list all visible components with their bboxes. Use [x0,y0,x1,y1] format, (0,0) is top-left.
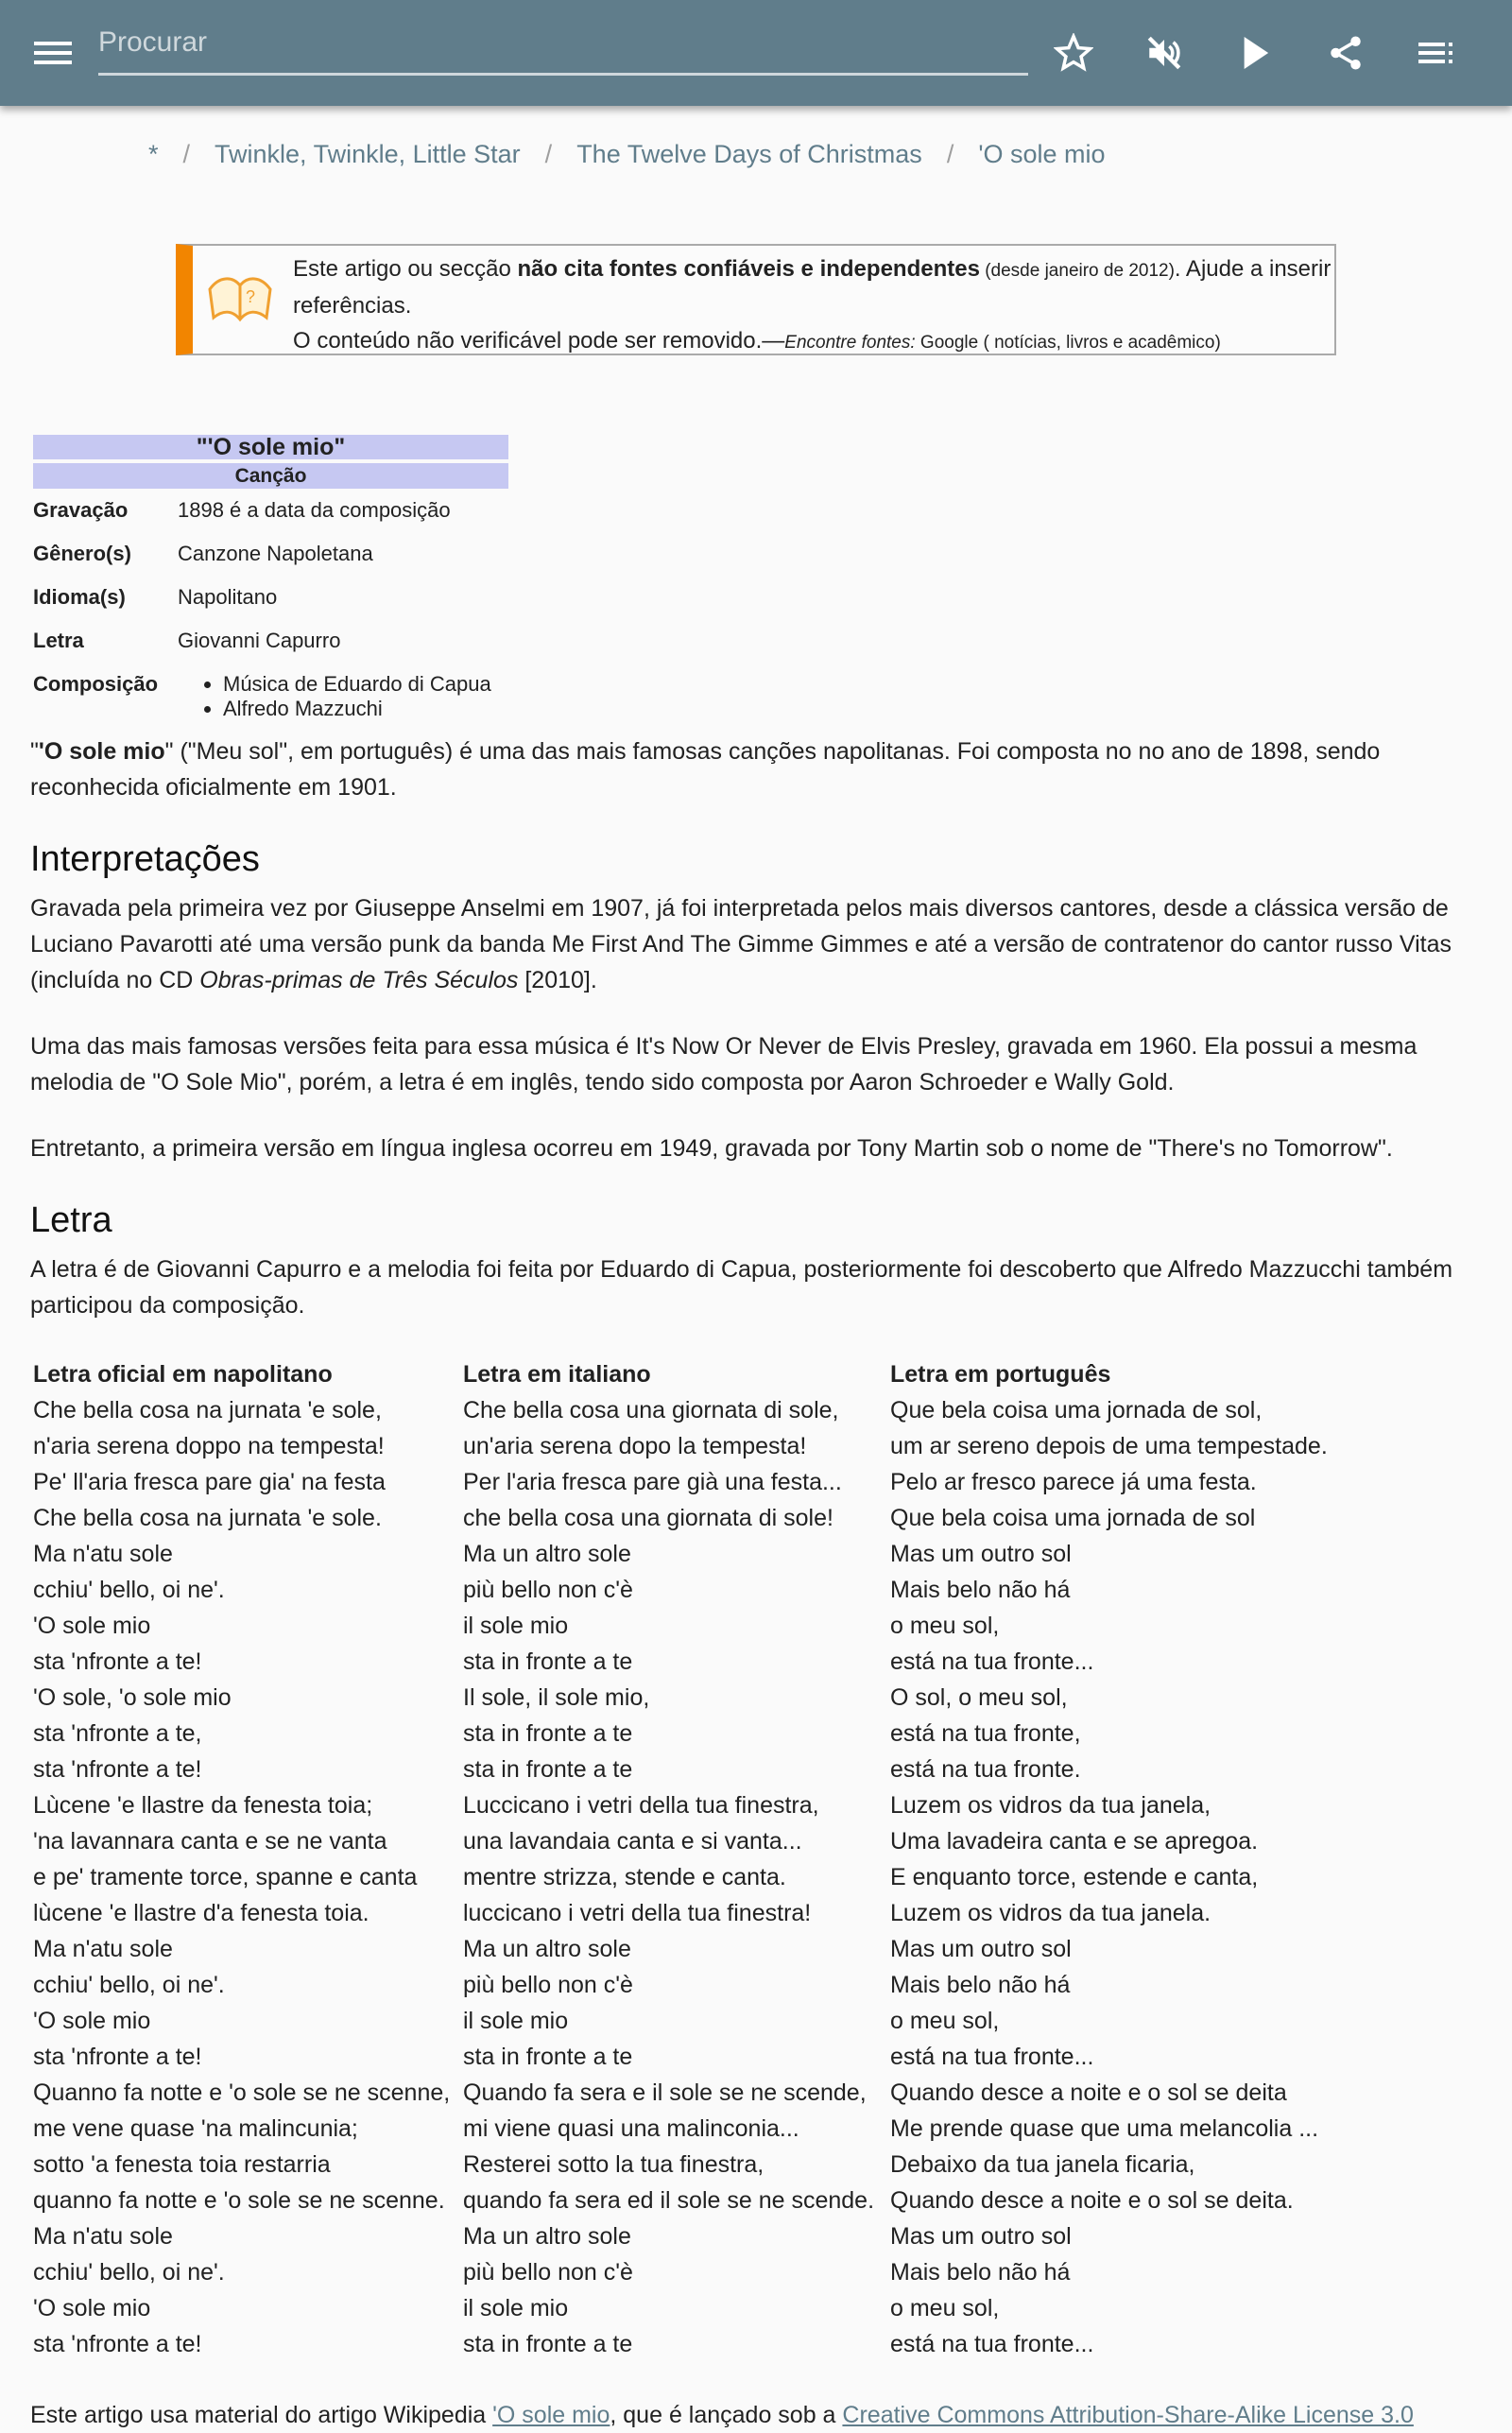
lyrics-column-napolitano [33,1356,450,2362]
separator: / [182,140,191,168]
lyric-line: Pe' ll'aria fresca pare gia' na festa [33,1469,386,1495]
lyric-line: E enquanto torce, estende e canta, [890,1864,1259,1890]
lyric-line: più bello non c'è [463,2259,633,2286]
lyric-line: sotto 'a fenesta toia restarria [33,2151,331,2178]
lyric-line: una lavandaia canta e si vanta... [463,1828,802,1855]
lyric-line: cchiu' bello, oi ne'. [33,1972,225,1998]
paragraph: Entretanto, a primeira versão em língua inglesa ocorreu em 1949, gravada por Tony Martin sob o nome de "There's no Tomorrow". [30,1135,1393,1162]
lyric-line: Debaixo da tua janela ficaria, [890,2151,1195,2178]
lyric-line: Que bela coisa uma jornada de sol [890,1505,1256,1531]
citation-notice [176,244,1336,355]
lyric-line: o meu sol, [890,1613,1000,1639]
composer-item: • Alfredo Mazzuchi [223,697,491,721]
infobox-row [33,489,508,532]
separator: / [946,140,954,168]
breadcrumb-item[interactable]: The Twelve Days of Christmas [576,140,922,168]
article-link[interactable]: 'O sole mio [492,2402,610,2428]
lyrics-column-portugues [890,1356,1328,2362]
notice-text: Este artigo ou secção [293,256,518,282]
lyric-line: che bella cosa una giornata di sole! [463,1505,833,1531]
row-label: Gênero(s) [33,542,131,565]
intro-paragraph: "'O sole mio" ("Meu sol", em português) é uma das mais famosas canções napolitanas. Foi composta no no ano de 1898, sendo reconhecida oficialmente em 1901. [30,738,1381,801]
lyrics-column-header: Letra em português [890,1361,1111,1388]
lyric-line: Quando desce a noite e o sol se deita. [890,2187,1294,2214]
paragraph: Uma das mais famosas versões feita para essa música é It's Now Or Never de Elvis Presley, gravada em 1960. Ela possui a mesma melodia de "O Sole Mio", porém, a letra é em inglês, tendo sido composta por Aaron Schroeder e Wally Gold. [30,1033,1418,1096]
lyric-line: O sol, o meu sol, [890,1684,1068,1711]
row-label: Idioma(s) [33,585,126,609]
row-value: 1898 é a data da composição [178,498,451,522]
lyric-line: está na tua fronte... [890,2044,1094,2070]
lyrics-column-italiano [463,1356,874,2362]
menu-icon[interactable] [32,36,74,70]
play-icon[interactable] [1232,32,1278,74]
lyric-line: Pelo ar fresco parece já uma festa. [890,1469,1257,1495]
lyric-line: Ma un altro sole [463,1541,631,1567]
lyric-line: Il sole, il sole mio, [463,1684,650,1711]
lyric-line: sta in fronte a te [463,1720,633,1747]
lyric-line: Che bella cosa una giornata di sole, [463,1397,839,1424]
lyric-line: sta 'nfronte a te! [33,1648,202,1675]
lyric-line: luccicano i vetri della tua finestra! [463,1900,812,1926]
mute-icon[interactable] [1142,32,1187,74]
lyric-line: Mas um outro sol [890,2223,1072,2250]
lyric-line: me vene quase 'na malincunia; [33,2115,358,2142]
notice-date: (desde janeiro de 2012) [979,261,1175,281]
top-app-bar [0,0,1512,106]
lyric-line: 'na lavannara canta e se ne vanta [33,1828,387,1855]
row-label: Gravação [33,498,129,522]
lyric-line: sta 'nfronte a te, [33,1720,202,1747]
lyric-line: sta 'nfronte a te! [33,2044,202,2070]
lyric-line: Per l'aria fresca pare già una festa... [463,1469,842,1495]
lyric-line: está na tua fronte, [890,1720,1081,1747]
lyric-line: Quanno fa notte e 'o sole se ne scenne, [33,2079,451,2106]
lyric-line: sta in fronte a te [463,2331,633,2357]
lyric-line: sta in fronte a te [463,2044,633,2070]
row-value: Napolitano [178,585,278,609]
lyric-line: mi viene quasi una malinconia... [463,2115,799,2142]
row-label: Composição [33,672,159,696]
lyric-line: cchiu' bello, oi ne'. [33,2259,225,2286]
breadcrumb [148,140,1106,169]
section-heading: Letra [30,1200,112,1240]
notice-sources[interactable]: Google ( notícias, livros e acadêmico) [915,333,1221,353]
lyric-line: Luccicano i vetri della tua finestra, [463,1792,819,1819]
lyric-line: Lùcene 'e llastre da fenesta toia; [33,1792,373,1819]
row-value: Canzone Napoletana [178,542,373,565]
svg-text:?: ? [246,287,256,306]
lyric-line: mentre strizza, stende e canta. [463,1864,786,1890]
license-link[interactable]: Creative Commons Attribution-Share-Alike License 3.0 [842,2402,1414,2428]
lyric-line: Que bela coisa uma jornada de sol, [890,1397,1263,1424]
breadcrumb-current[interactable]: 'O sole mio [978,140,1106,168]
lyric-line: Quando desce a noite e o sol se deita [890,2079,1287,2106]
lyric-line: più bello non c'è [463,1577,633,1603]
notice-bold: não cita fontes confiáveis e independentes [517,256,980,282]
lyric-line: quanno fa notte e 'o sole se ne scenne. [33,2187,445,2214]
row-value: Giovanni Capurro [178,629,341,652]
lyric-line: lùcene 'e llastre d'a fenesta toia. [33,1900,369,1926]
lyric-line: sta 'nfronte a te! [33,1756,202,1783]
lyric-line: un'aria serena dopo la tempesta! [463,1433,807,1459]
infobox-row [33,663,508,721]
lyric-line: Ma un altro sole [463,1936,631,1962]
lyric-line: Quando fa sera e il sole se ne scende, [463,2079,867,2106]
lyric-line: Ma un altro sole [463,2223,631,2250]
paragraph: Gravada pela primeira vez por Giuseppe Anselmi em 1907, já foi interpretada pelos mais diversos cantores, desde a clássica versão de Luciano Pavarotti até uma versão punk da banda Me First And The Gimme Gimmes e até a versão de contratenor do cantor russo Vitas (incluída no CD Obras-primas de Três Séculos [2010]. [30,895,1452,993]
lyric-line: più bello non c'è [463,1972,633,1998]
lyrics-column-header: Letra oficial em napolitano [33,1361,333,1388]
notice-find: Encontre fontes: [784,333,916,353]
infobox-subtitle: Canção [33,463,508,489]
lyric-line: il sole mio [463,2295,569,2321]
lyric-line: está na tua fronte... [890,2331,1094,2357]
lyric-line: il sole mio [463,1613,569,1639]
search-input[interactable]: Procurar [98,23,1028,76]
lyric-line: Mais belo não há [890,1972,1071,1998]
lyric-line: Luzem os vidros da tua janela. [890,1900,1211,1926]
infobox-title: "'O sole mio" [33,435,508,459]
lyric-line: Resterei sotto la tua finestra, [463,2151,765,2178]
lyric-line: n'aria serena doppo na tempesta! [33,1433,385,1459]
lyric-line: Mas um outro sol [890,1541,1072,1567]
lyric-line: Luzem os vidros da tua janela, [890,1792,1211,1819]
lyric-line: 'O sole, 'o sole mio [33,1684,232,1711]
lyrics-column-header: Letra em italiano [463,1361,651,1388]
share-icon[interactable] [1323,30,1368,76]
lyric-line: Ma n'atu sole [33,1936,173,1962]
lyric-line: está na tua fronte. [890,1756,1081,1783]
lyric-line: 'O sole mio [33,1613,151,1639]
lyric-line: o meu sol, [890,2295,1000,2321]
separator: / [544,140,553,168]
lyric-line: Me prende quase que uma melancolia ... [890,2115,1319,2142]
lyric-line: está na tua fronte... [890,1648,1094,1675]
infobox [33,435,508,721]
lyric-line: Mais belo não há [890,1577,1071,1603]
notice-text: O conteúdo não verificável pode ser removido.— [293,328,785,354]
lyric-line: 'O sole mio [33,2008,151,2034]
lyric-line: sta 'nfronte a te! [33,2331,202,2357]
breadcrumb-home[interactable]: * [148,140,159,168]
composer-item: • Música de Eduardo di Capua [223,672,491,697]
lyric-line: Ma n'atu sole [33,1541,173,1567]
paragraph: A letra é de Giovanni Capurro e a melodia foi feita por Eduardo di Capua, posteriormente foi descoberto que Alfredo Mazzucchi também participou da composição. [30,1256,1453,1319]
infobox-row [33,532,508,576]
license-footer: Este artigo usa material do artigo Wikipedia 'O sole mio, que é lançado sob a Creative Commons Attribution-Share-Alike License 3.0 [30,2402,1414,2428]
lyric-line: sta in fronte a te [463,1648,633,1675]
toc-icon[interactable] [1414,36,1459,70]
lyric-line: il sole mio [463,2008,569,2034]
star-icon[interactable] [1051,32,1096,74]
lyric-line: Mais belo não há [890,2259,1071,2286]
lyric-line: Che bella cosa na jurnata 'e sole. [33,1505,382,1531]
row-label: Letra [33,629,84,652]
book-icon [204,270,278,333]
lyric-line: sta in fronte a te [463,1756,633,1783]
lyric-line: quando fa sera ed il sole se ne scende. [463,2187,875,2214]
lyric-line: Uma lavadeira canta e se apregoa. [890,1828,1259,1855]
infobox-row [33,619,508,663]
lyric-line: Ma n'atu sole [33,2223,173,2250]
lyric-line: o meu sol, [890,2008,1000,2034]
infobox-row [33,576,508,619]
section-heading: Interpretações [30,839,260,879]
lyric-line: Mas um outro sol [890,1936,1072,1962]
notice-text: . Ajude a inserir referências. [293,256,1332,319]
lyric-line: um ar sereno depois de uma tempestade. [890,1433,1328,1459]
breadcrumb-item[interactable]: Twinkle, Twinkle, Little Star [215,140,521,168]
lyric-line: cchiu' bello, oi ne'. [33,1577,225,1603]
lyric-line: Che bella cosa na jurnata 'e sole, [33,1397,382,1424]
lyric-line: e pe' tramente torce, spanne e canta [33,1864,418,1890]
lyric-line: 'O sole mio [33,2295,151,2321]
